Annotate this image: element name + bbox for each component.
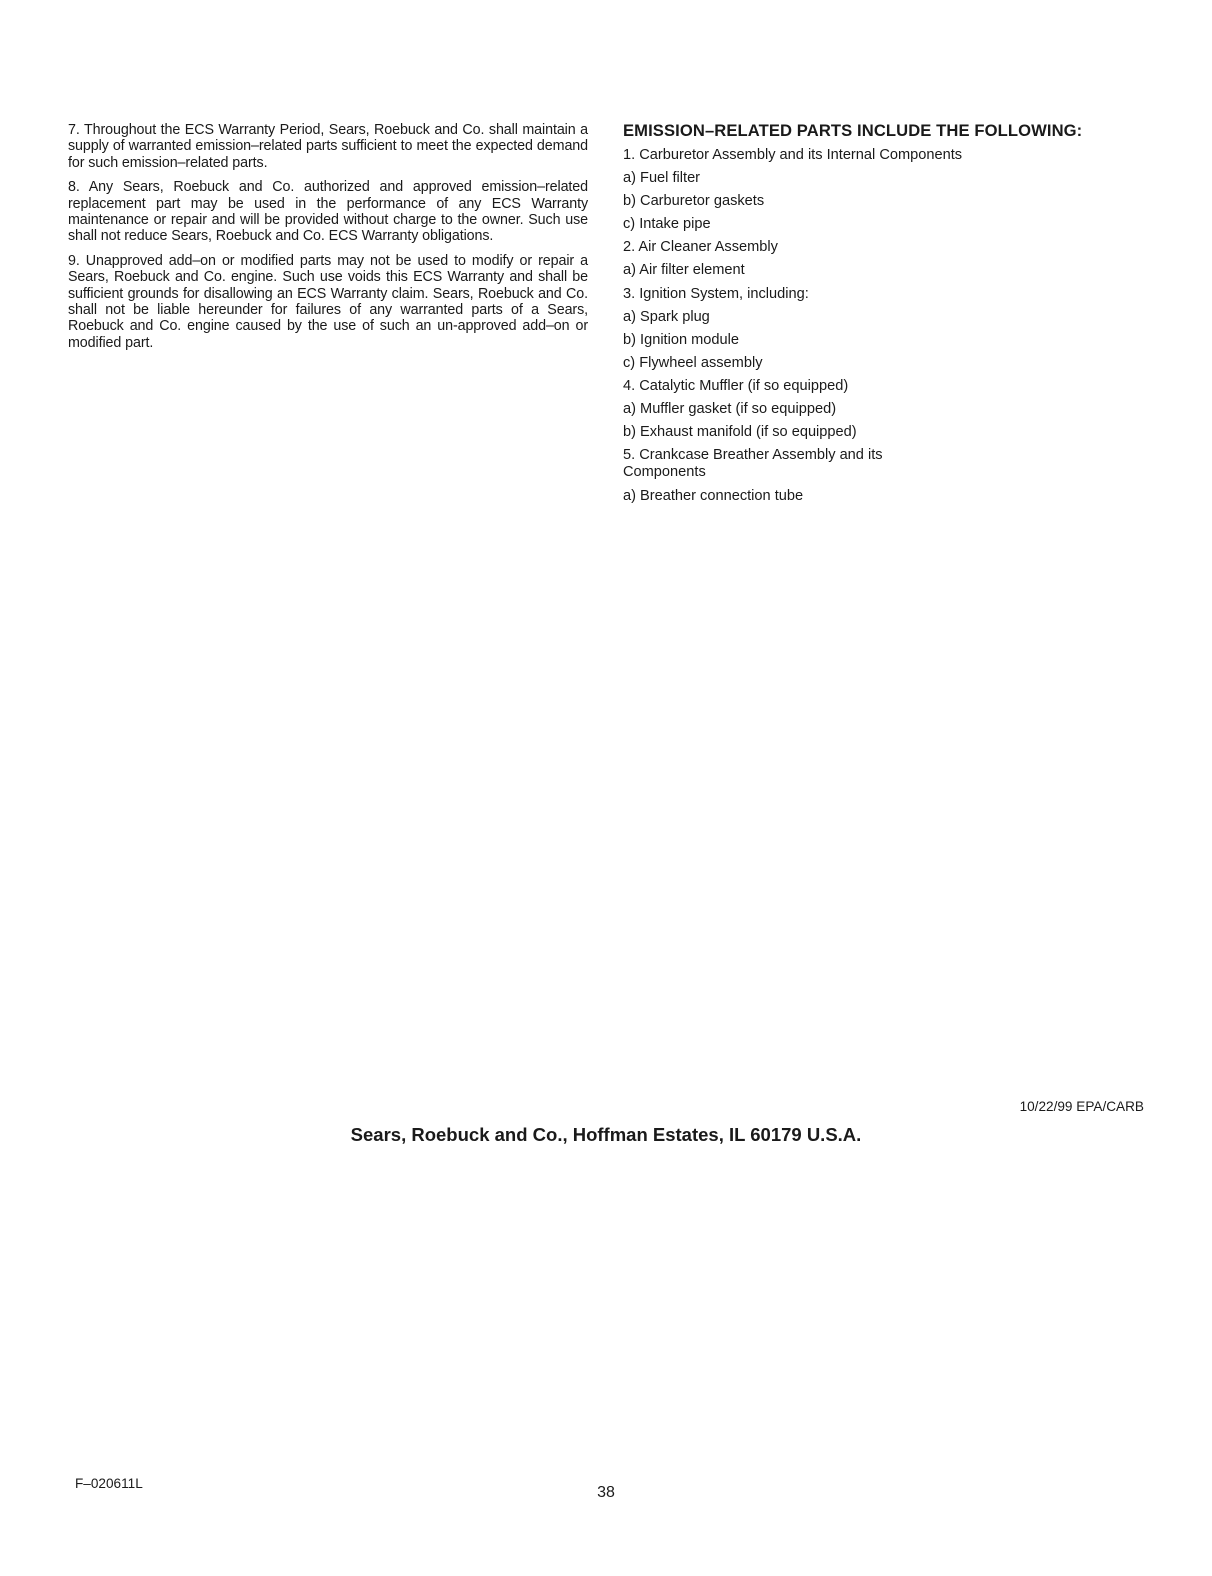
- revision-date-code: 10/22/99 EPA/CARB: [1019, 1099, 1144, 1114]
- list-item: a) Breather connection tube: [623, 487, 804, 504]
- list-item: 5. Crankcase Breather Assembly and its Components: [623, 447, 883, 481]
- warranty-paragraph-7: 7. Throughout the ECS Warranty Period, Sears, Roebuck and Co. shall maintain a supply of warranted emission–related parts sufficient to meet the expected demand for such emission–related parts.: [68, 122, 588, 171]
- warranty-paragraph-9: 9. Unapproved add–on or modified parts may not be used to modify or repair a Sears, Roebuck and Co. engine. Such use voids this ECS Warranty and shall be sufficient grounds for disallowing an ECS Warranty claim. Sears, Roebuck and Co. shall not be liable hereunder for failures of any warranted parts of a Sears, Roebuck and Co. engine caused by the use of such an un-approved add–on or modified part.: [68, 252, 588, 351]
- list-item: 1. Carburetor Assembly and its Internal Components: [623, 147, 963, 163]
- document-code: F–020611L: [75, 1476, 143, 1491]
- list-item: 2. Air Cleaner Assembly: [623, 239, 778, 256]
- list-item: c) Flywheel assembly: [623, 354, 763, 371]
- list-item: c) Intake pipe: [623, 216, 711, 233]
- emission-parts-heading: EMISSION–RELATED PARTS INCLUDE THE FOLLOWING:: [623, 121, 1083, 140]
- warranty-terms-column: [68, 122, 588, 359]
- emission-parts-column: [623, 121, 1163, 511]
- list-item: b) Carburetor gaskets: [623, 193, 765, 210]
- list-item: a) Fuel filter: [623, 170, 701, 187]
- list-item: b) Ignition module: [623, 331, 740, 348]
- list-item: a) Muffler gasket (if so equipped): [623, 401, 837, 418]
- emission-parts-list: [623, 147, 1163, 505]
- list-item: a) Air filter element: [623, 262, 745, 279]
- list-item: 4. Catalytic Muffler (if so equipped): [623, 377, 849, 394]
- list-item: a) Spark plug: [623, 308, 710, 325]
- company-address: Sears, Roebuck and Co., Hoffman Estates, IL 60179 U.S.A.: [350, 1124, 862, 1145]
- list-item: 3. Ignition System, including:: [623, 285, 809, 302]
- page-number: 38: [597, 1484, 615, 1501]
- warranty-paragraph-8: 8. Any Sears, Roebuck and Co. authorized and approved emission–related replacement part may be used in the performance of any ECS Warranty maintenance or repair and will be provided without charge to the owner. Such use shall not reduce Sears, Roebuck and Co. ECS Warranty obligations.: [68, 179, 588, 245]
- list-item: b) Exhaust manifold (if so equipped): [623, 424, 857, 441]
